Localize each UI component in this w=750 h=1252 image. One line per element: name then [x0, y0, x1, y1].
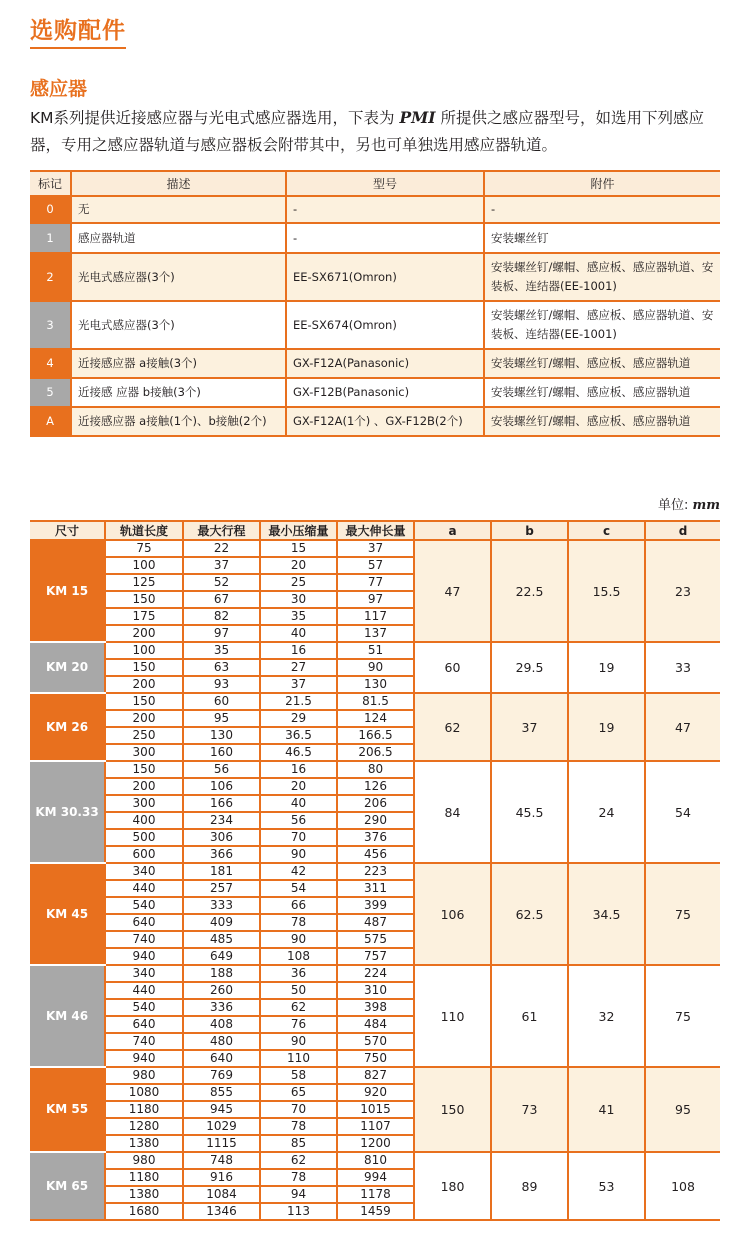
max-extension-cell: 126	[337, 778, 414, 795]
max-stroke-cell: 160	[183, 744, 260, 761]
row-code: A	[30, 407, 71, 436]
dim-b-cell: 73	[491, 1067, 568, 1152]
min-compression-cell: 110	[260, 1050, 337, 1067]
max-stroke-cell: 408	[183, 1016, 260, 1033]
max-stroke-cell: 130	[183, 727, 260, 744]
max-extension-cell: 166.5	[337, 727, 414, 744]
max-stroke-cell: 82	[183, 608, 260, 625]
dim-b-cell: 37	[491, 693, 568, 761]
max-stroke-cell: 52	[183, 574, 260, 591]
min-compression-cell: 50	[260, 982, 337, 999]
min-compression-cell: 94	[260, 1186, 337, 1203]
min-compression-cell: 16	[260, 761, 337, 778]
max-extension-cell: 487	[337, 914, 414, 931]
max-extension-cell: 310	[337, 982, 414, 999]
size-group	[30, 540, 720, 642]
min-compression-cell: 113	[260, 1203, 337, 1220]
max-stroke-cell: 649	[183, 948, 260, 965]
model-cell: KM 46	[30, 965, 105, 1067]
max-extension-cell: 80	[337, 761, 414, 778]
dim-b-cell: 22.5	[491, 540, 568, 642]
dim-d-cell: 47	[645, 693, 720, 761]
rail-length-cell: 150	[105, 659, 183, 676]
rail-length-cell: 100	[105, 557, 183, 574]
max-stroke-cell: 234	[183, 812, 260, 829]
min-compression-cell: 46.5	[260, 744, 337, 761]
dim-a-cell: 60	[414, 642, 491, 693]
rail-length-cell: 740	[105, 931, 183, 948]
min-compression-cell: 108	[260, 948, 337, 965]
max-stroke-cell: 409	[183, 914, 260, 931]
min-compression-cell: 65	[260, 1084, 337, 1101]
max-stroke-cell: 1115	[183, 1135, 260, 1152]
min-compression-cell: 36.5	[260, 727, 337, 744]
dim-c-cell: 24	[568, 761, 645, 863]
rail-length-cell: 175	[105, 608, 183, 625]
row-accessory: 安装螺丝钉/螺帽、感应板、感应器轨道、安装板、连结器(EE-1001)	[484, 253, 720, 301]
header-max-stroke: 最大行程	[183, 521, 260, 540]
row-accessory: 安装螺丝钉/螺帽、感应板、感应器轨道	[484, 378, 720, 407]
dim-d-cell: 33	[645, 642, 720, 693]
dim-d-cell: 23	[645, 540, 720, 642]
row-accessory: -	[484, 196, 720, 223]
rail-length-cell: 540	[105, 999, 183, 1016]
rail-length-cell: 340	[105, 965, 183, 982]
rail-length-cell: 640	[105, 914, 183, 931]
header-size: 尺寸	[30, 521, 105, 540]
max-stroke-cell: 188	[183, 965, 260, 982]
max-extension-cell: 90	[337, 659, 414, 676]
row-description: 无	[71, 196, 286, 223]
rail-length-cell: 980	[105, 1152, 183, 1169]
dim-a-cell: 106	[414, 863, 491, 965]
max-extension-cell: 130	[337, 676, 414, 693]
dim-b-cell: 62.5	[491, 863, 568, 965]
header-model: 型号	[286, 171, 484, 196]
max-stroke-cell: 257	[183, 880, 260, 897]
header-code: 标记	[30, 171, 71, 196]
table-row	[30, 642, 720, 659]
max-stroke-cell: 366	[183, 846, 260, 863]
row-model: GX-F12A(1个) 、GX-F12B(2个)	[286, 407, 484, 436]
row-description: 光电式感应器(3个)	[71, 301, 286, 349]
dim-c-cell: 32	[568, 965, 645, 1067]
table-row	[30, 1067, 720, 1084]
rail-length-cell: 200	[105, 676, 183, 693]
row-model: -	[286, 196, 484, 223]
max-extension-cell: 117	[337, 608, 414, 625]
max-stroke-cell: 97	[183, 625, 260, 642]
min-compression-cell: 42	[260, 863, 337, 880]
row-description: 感应器轨道	[71, 223, 286, 253]
min-compression-cell: 70	[260, 1101, 337, 1118]
max-extension-cell: 37	[337, 540, 414, 557]
size-group	[30, 693, 720, 761]
min-compression-cell: 66	[260, 897, 337, 914]
max-stroke-cell: 480	[183, 1033, 260, 1050]
rail-length-cell: 980	[105, 1067, 183, 1084]
rail-length-cell: 1680	[105, 1203, 183, 1220]
min-compression-cell: 70	[260, 829, 337, 846]
min-compression-cell: 78	[260, 1118, 337, 1135]
max-extension-cell: 1459	[337, 1203, 414, 1220]
row-description: 近接感应器 a接触(1个)、b接触(2个)	[71, 407, 286, 436]
max-stroke-cell: 22	[183, 540, 260, 557]
max-stroke-cell: 1084	[183, 1186, 260, 1203]
intro-text-2: 所提供之感应器型号，如选用下列感应器，专用之感应器轨道与感应器板会附带其中，另也可单独选用感应器轨道。	[30, 109, 705, 154]
max-stroke-cell: 640	[183, 1050, 260, 1067]
rail-length-cell: 940	[105, 948, 183, 965]
max-stroke-cell: 56	[183, 761, 260, 778]
min-compression-cell: 27	[260, 659, 337, 676]
max-stroke-cell: 336	[183, 999, 260, 1016]
table-row	[30, 693, 720, 710]
max-extension-cell: 757	[337, 948, 414, 965]
row-code: 1	[30, 223, 71, 253]
max-stroke-cell: 748	[183, 1152, 260, 1169]
rail-length-cell: 1080	[105, 1084, 183, 1101]
max-extension-cell: 290	[337, 812, 414, 829]
header-c: c	[568, 521, 645, 540]
max-stroke-cell: 181	[183, 863, 260, 880]
sensor-table	[30, 170, 720, 437]
min-compression-cell: 90	[260, 931, 337, 948]
unit-label	[658, 494, 720, 513]
max-extension-cell: 206.5	[337, 744, 414, 761]
max-extension-cell: 97	[337, 591, 414, 608]
row-description: 近接感 应器 b接触(3个)	[71, 378, 286, 407]
dim-b-cell: 45.5	[491, 761, 568, 863]
header-b: b	[491, 521, 568, 540]
min-compression-cell: 35	[260, 608, 337, 625]
min-compression-cell: 37	[260, 676, 337, 693]
max-extension-cell: 311	[337, 880, 414, 897]
row-description: 光电式感应器(3个)	[71, 253, 286, 301]
model-cell: KM 20	[30, 642, 105, 693]
min-compression-cell: 56	[260, 812, 337, 829]
min-compression-cell: 40	[260, 795, 337, 812]
min-compression-cell: 25	[260, 574, 337, 591]
unit-value: mm	[692, 498, 720, 513]
rail-length-cell: 440	[105, 880, 183, 897]
size-group	[30, 1152, 720, 1220]
rail-length-cell: 640	[105, 1016, 183, 1033]
rail-length-cell: 600	[105, 846, 183, 863]
table-row	[30, 540, 720, 557]
max-extension-cell: 137	[337, 625, 414, 642]
row-model: EE-SX674(Omron)	[286, 301, 484, 349]
max-stroke-cell: 260	[183, 982, 260, 999]
row-code: 2	[30, 253, 71, 301]
rail-length-cell: 100	[105, 642, 183, 659]
row-model: GX-F12A(Panasonic)	[286, 349, 484, 378]
row-model: -	[286, 223, 484, 253]
max-stroke-cell: 106	[183, 778, 260, 795]
rail-length-cell: 340	[105, 863, 183, 880]
size-group	[30, 761, 720, 863]
min-compression-cell: 36	[260, 965, 337, 982]
max-extension-cell: 920	[337, 1084, 414, 1101]
header-d: d	[645, 521, 720, 540]
rail-length-cell: 125	[105, 574, 183, 591]
rail-length-cell: 500	[105, 829, 183, 846]
rail-length-cell: 1280	[105, 1118, 183, 1135]
max-extension-cell: 484	[337, 1016, 414, 1033]
max-stroke-cell: 333	[183, 897, 260, 914]
max-extension-cell: 224	[337, 965, 414, 982]
rail-length-cell: 150	[105, 693, 183, 710]
min-compression-cell: 29	[260, 710, 337, 727]
max-stroke-cell: 95	[183, 710, 260, 727]
max-extension-cell: 57	[337, 557, 414, 574]
rail-length-cell: 440	[105, 982, 183, 999]
max-extension-cell: 1015	[337, 1101, 414, 1118]
row-code: 5	[30, 378, 71, 407]
rail-length-cell: 940	[105, 1050, 183, 1067]
max-extension-cell: 77	[337, 574, 414, 591]
max-stroke-cell: 166	[183, 795, 260, 812]
intro-paragraph	[30, 104, 722, 159]
dim-c-cell: 34.5	[568, 863, 645, 965]
dim-d-cell: 108	[645, 1152, 720, 1220]
rail-length-cell: 150	[105, 591, 183, 608]
min-compression-cell: 62	[260, 1152, 337, 1169]
max-extension-cell: 994	[337, 1169, 414, 1186]
size-group	[30, 642, 720, 693]
min-compression-cell: 90	[260, 846, 337, 863]
rail-length-cell: 200	[105, 778, 183, 795]
rail-length-cell: 150	[105, 761, 183, 778]
size-group	[30, 965, 720, 1067]
max-extension-cell: 570	[337, 1033, 414, 1050]
max-extension-cell: 810	[337, 1152, 414, 1169]
model-cell: KM 30.33	[30, 761, 105, 863]
model-cell: KM 55	[30, 1067, 105, 1152]
row-model: EE-SX671(Omron)	[286, 253, 484, 301]
max-extension-cell: 1107	[337, 1118, 414, 1135]
intro-text-1: KM系列提供近接感应器与光电式感应器选用，下表为	[30, 109, 395, 127]
dim-a-cell: 84	[414, 761, 491, 863]
row-accessory: 安装螺丝钉/螺帽、感应板、感应器轨道	[484, 407, 720, 436]
model-cell: KM 15	[30, 540, 105, 642]
max-stroke-cell: 63	[183, 659, 260, 676]
brand-name: PMI	[399, 108, 436, 127]
dim-a-cell: 47	[414, 540, 491, 642]
min-compression-cell: 40	[260, 625, 337, 642]
max-extension-cell: 81.5	[337, 693, 414, 710]
min-compression-cell: 85	[260, 1135, 337, 1152]
rail-length-cell: 200	[105, 625, 183, 642]
max-stroke-cell: 306	[183, 829, 260, 846]
dim-b-cell: 61	[491, 965, 568, 1067]
max-stroke-cell: 916	[183, 1169, 260, 1186]
table-row	[30, 301, 720, 349]
max-extension-cell: 827	[337, 1067, 414, 1084]
header-description: 描述	[71, 171, 286, 196]
min-compression-cell: 16	[260, 642, 337, 659]
min-compression-cell: 58	[260, 1067, 337, 1084]
size-table-header	[30, 521, 720, 540]
table-row	[30, 1152, 720, 1169]
max-stroke-cell: 1346	[183, 1203, 260, 1220]
max-extension-cell: 376	[337, 829, 414, 846]
min-compression-cell: 90	[260, 1033, 337, 1050]
section-title: 感应器	[30, 78, 88, 100]
dim-c-cell: 19	[568, 642, 645, 693]
max-extension-cell: 51	[337, 642, 414, 659]
dim-c-cell: 53	[568, 1152, 645, 1220]
max-extension-cell: 206	[337, 795, 414, 812]
table-row	[30, 349, 720, 378]
dim-c-cell: 15.5	[568, 540, 645, 642]
min-compression-cell: 20	[260, 557, 337, 574]
header-min-compression: 最小压缩量	[260, 521, 337, 540]
min-compression-cell: 54	[260, 880, 337, 897]
rail-length-cell: 1180	[105, 1101, 183, 1118]
dim-b-cell: 89	[491, 1152, 568, 1220]
dim-d-cell: 95	[645, 1067, 720, 1152]
dim-a-cell: 62	[414, 693, 491, 761]
table-row	[30, 378, 720, 407]
max-extension-cell: 399	[337, 897, 414, 914]
min-compression-cell: 62	[260, 999, 337, 1016]
model-cell: KM 65	[30, 1152, 105, 1220]
unit-prefix: 单位:	[657, 498, 689, 513]
dim-a-cell: 110	[414, 965, 491, 1067]
max-extension-cell: 223	[337, 863, 414, 880]
rail-length-cell: 1380	[105, 1135, 183, 1152]
dim-b-cell: 29.5	[491, 642, 568, 693]
rail-length-cell: 540	[105, 897, 183, 914]
row-accessory: 安装螺丝钉/螺帽、感应板、感应器轨道、安装板、连结器(EE-1001)	[484, 301, 720, 349]
max-stroke-cell: 35	[183, 642, 260, 659]
dim-c-cell: 41	[568, 1067, 645, 1152]
max-extension-cell: 1200	[337, 1135, 414, 1152]
dim-d-cell: 75	[645, 965, 720, 1067]
header-accessory: 附件	[484, 171, 720, 196]
rail-length-cell: 75	[105, 540, 183, 557]
row-accessory: 安装螺丝钉/螺帽、感应板、感应器轨道	[484, 349, 720, 378]
min-compression-cell: 78	[260, 1169, 337, 1186]
dim-d-cell: 75	[645, 863, 720, 965]
size-group	[30, 1067, 720, 1152]
model-cell: KM 45	[30, 863, 105, 965]
table-row	[30, 253, 720, 301]
max-stroke-cell: 93	[183, 676, 260, 693]
max-stroke-cell: 769	[183, 1067, 260, 1084]
min-compression-cell: 30	[260, 591, 337, 608]
model-cell: KM 26	[30, 693, 105, 761]
header-a: a	[414, 521, 491, 540]
rail-length-cell: 200	[105, 710, 183, 727]
table-row	[30, 196, 720, 223]
row-code: 4	[30, 349, 71, 378]
table-row	[30, 965, 720, 982]
max-stroke-cell: 945	[183, 1101, 260, 1118]
row-code: 3	[30, 301, 71, 349]
min-compression-cell: 21.5	[260, 693, 337, 710]
dim-d-cell: 54	[645, 761, 720, 863]
max-stroke-cell: 37	[183, 557, 260, 574]
row-model: GX-F12B(Panasonic)	[286, 378, 484, 407]
rail-length-cell: 1380	[105, 1186, 183, 1203]
row-code: 0	[30, 196, 71, 223]
max-stroke-cell: 67	[183, 591, 260, 608]
max-extension-cell: 1178	[337, 1186, 414, 1203]
table-row	[30, 223, 720, 253]
max-extension-cell: 398	[337, 999, 414, 1016]
min-compression-cell: 78	[260, 914, 337, 931]
max-stroke-cell: 1029	[183, 1118, 260, 1135]
header-max-extension: 最大伸长量	[337, 521, 414, 540]
page-title: 选购配件	[30, 12, 126, 49]
dim-a-cell: 150	[414, 1067, 491, 1152]
min-compression-cell: 15	[260, 540, 337, 557]
table-row	[30, 863, 720, 880]
rail-length-cell: 740	[105, 1033, 183, 1050]
max-stroke-cell: 485	[183, 931, 260, 948]
rail-length-cell: 250	[105, 727, 183, 744]
max-stroke-cell: 60	[183, 693, 260, 710]
rail-length-cell: 1180	[105, 1169, 183, 1186]
dim-a-cell: 180	[414, 1152, 491, 1220]
max-extension-cell: 456	[337, 846, 414, 863]
rail-length-cell: 400	[105, 812, 183, 829]
min-compression-cell: 76	[260, 1016, 337, 1033]
row-accessory: 安装螺丝钉	[484, 223, 720, 253]
rail-length-cell: 300	[105, 795, 183, 812]
max-extension-cell: 124	[337, 710, 414, 727]
rail-length-cell: 300	[105, 744, 183, 761]
max-extension-cell: 575	[337, 931, 414, 948]
sensor-table-header	[30, 171, 720, 196]
dim-c-cell: 19	[568, 693, 645, 761]
row-description: 近接感应器 a接触(3个)	[71, 349, 286, 378]
max-extension-cell: 750	[337, 1050, 414, 1067]
min-compression-cell: 20	[260, 778, 337, 795]
size-group	[30, 863, 720, 965]
max-stroke-cell: 855	[183, 1084, 260, 1101]
size-table	[30, 520, 720, 1221]
table-row	[30, 407, 720, 436]
header-rail-length: 轨道长度	[105, 521, 183, 540]
table-row	[30, 761, 720, 778]
